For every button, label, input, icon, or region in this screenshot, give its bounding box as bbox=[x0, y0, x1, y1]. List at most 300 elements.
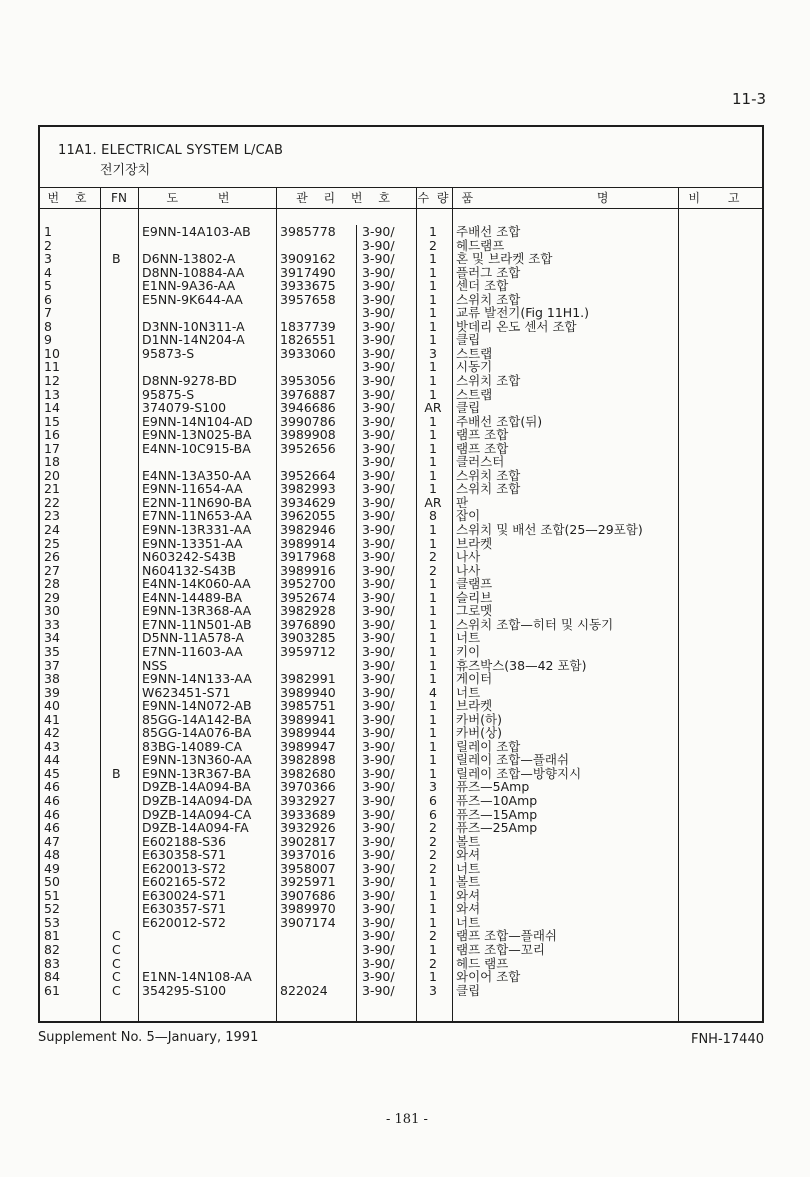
part-name: 스위치 및 배선 조합(25—29포함) bbox=[456, 522, 643, 538]
item-number: 35 bbox=[44, 643, 60, 659]
effective-date: 3-90/ bbox=[362, 481, 395, 497]
item-number: 34 bbox=[44, 630, 60, 646]
effective-date: 3-90/ bbox=[362, 765, 395, 781]
effective-date: 3-90/ bbox=[362, 847, 395, 863]
item-number: 9 bbox=[44, 332, 52, 348]
quantity: 1 bbox=[429, 454, 437, 470]
drawing-number: E630024-S71 bbox=[142, 887, 226, 903]
control-number: 3952656 bbox=[280, 440, 336, 456]
table-row bbox=[40, 902, 762, 916]
quantity: 1 bbox=[429, 427, 437, 443]
item-number: 27 bbox=[44, 562, 60, 578]
control-number: 3989970 bbox=[280, 901, 336, 917]
column-header-remark: 비 고 bbox=[678, 187, 762, 209]
effective-date: 3-90/ bbox=[362, 643, 395, 659]
part-name: 스위치 조합 bbox=[456, 373, 521, 389]
effective-date: 3-90/ bbox=[362, 833, 395, 849]
table-row bbox=[40, 699, 762, 713]
part-name: 시동기 bbox=[456, 359, 493, 375]
quantity: 1 bbox=[429, 522, 437, 538]
quantity: 2 bbox=[429, 847, 437, 863]
control-number: 3957658 bbox=[280, 291, 336, 307]
effective-date: 3-90/ bbox=[362, 359, 395, 375]
item-number: 21 bbox=[44, 481, 60, 497]
table-row bbox=[40, 266, 762, 280]
control-number: 3932927 bbox=[280, 792, 336, 808]
drawing-number: NSS bbox=[142, 657, 168, 673]
table-row bbox=[40, 767, 762, 781]
part-name: 퓨즈—10Amp bbox=[456, 792, 538, 808]
effective-date: 3-90/ bbox=[362, 860, 395, 876]
drawing-number: E7NN-11N653-AA bbox=[142, 508, 252, 524]
drawing-number: D8NN-9278-BD bbox=[142, 373, 237, 389]
effective-date: 3-90/ bbox=[362, 549, 395, 565]
effective-date: 3-90/ bbox=[362, 820, 395, 836]
drawing-number: W623451-S71 bbox=[142, 684, 231, 700]
effective-date: 3-90/ bbox=[362, 779, 395, 795]
control-number: 3989944 bbox=[280, 725, 336, 741]
drawing-number: D9ZB-14A094-DA bbox=[142, 792, 253, 808]
quantity: 1 bbox=[429, 765, 437, 781]
control-number: 3933675 bbox=[280, 278, 336, 294]
item-number: 3 bbox=[44, 251, 52, 267]
part-name: 램프 조합—꼬리 bbox=[456, 941, 545, 957]
control-number: 3989941 bbox=[280, 711, 336, 727]
part-name: 플러그 조합 bbox=[456, 264, 521, 280]
section-subtitle: 전기장치 bbox=[100, 163, 151, 178]
effective-date: 3-90/ bbox=[362, 332, 395, 348]
control-number: 3982946 bbox=[280, 522, 336, 538]
item-number: 22 bbox=[44, 494, 60, 510]
table-row bbox=[40, 808, 762, 822]
drawing-number: E9NN-14N072-AB bbox=[142, 698, 252, 714]
part-name: 교류 발전기(Fig 11H1.) bbox=[456, 305, 589, 321]
effective-date: 3-90/ bbox=[362, 386, 395, 402]
table-row bbox=[40, 239, 762, 253]
parts-list bbox=[40, 225, 762, 997]
item-number: 29 bbox=[44, 589, 60, 605]
part-name: 클립 bbox=[456, 400, 481, 416]
control-number: 3952700 bbox=[280, 576, 336, 592]
effective-date: 3-90/ bbox=[362, 522, 395, 538]
quantity: 1 bbox=[429, 643, 437, 659]
control-number: 3902817 bbox=[280, 833, 336, 849]
item-number: 20 bbox=[44, 467, 60, 483]
quantity: 1 bbox=[429, 386, 437, 402]
column-header-qty: 수 량 bbox=[416, 187, 452, 209]
item-number: 44 bbox=[44, 752, 60, 768]
item-number: 82 bbox=[44, 941, 60, 957]
drawing-number: D9ZB-14A094-CA bbox=[142, 806, 252, 822]
item-number: 17 bbox=[44, 440, 60, 456]
control-number: 3982928 bbox=[280, 603, 336, 619]
item-number: 30 bbox=[44, 603, 60, 619]
quantity: 2 bbox=[429, 237, 437, 253]
table-row bbox=[40, 821, 762, 835]
effective-date: 3-90/ bbox=[362, 806, 395, 822]
item-number: 16 bbox=[44, 427, 60, 443]
effective-date: 3-90/ bbox=[362, 278, 395, 294]
table-row bbox=[40, 604, 762, 618]
item-number: 33 bbox=[44, 616, 60, 632]
control-number: 3959712 bbox=[280, 643, 336, 659]
part-name: 너트 bbox=[456, 630, 481, 646]
effective-date: 3-90/ bbox=[362, 941, 395, 957]
part-name: 그로멧 bbox=[456, 603, 493, 619]
part-name: 혼 및 브라켓 조합 bbox=[456, 251, 553, 267]
table-row bbox=[40, 347, 762, 361]
item-number: 46 bbox=[44, 820, 60, 836]
bottom-page-number: - 181 - bbox=[386, 1112, 428, 1127]
table-row bbox=[40, 672, 762, 686]
part-name: 퓨즈—15Amp bbox=[456, 806, 538, 822]
part-name: 클램프 bbox=[456, 576, 493, 592]
table-row bbox=[40, 442, 762, 456]
part-name: 헤드 램프 bbox=[456, 955, 509, 971]
item-number: 1 bbox=[44, 224, 52, 239]
effective-date: 3-90/ bbox=[362, 576, 395, 592]
drawing-number: E630358-S71 bbox=[142, 847, 226, 863]
drawing-number: E602165-S72 bbox=[142, 874, 226, 890]
table-row bbox=[40, 225, 762, 239]
control-number: 3903285 bbox=[280, 630, 336, 646]
drawing-number: D8NN-10884-AA bbox=[142, 264, 245, 280]
table-row bbox=[40, 686, 762, 700]
quantity: 6 bbox=[429, 792, 437, 808]
part-name: 퓨즈—5Amp bbox=[456, 779, 530, 795]
quantity: 6 bbox=[429, 806, 437, 822]
control-number: 3937016 bbox=[280, 847, 336, 863]
quantity: 1 bbox=[429, 481, 437, 497]
part-name: 슬리브 bbox=[456, 589, 493, 605]
drawing-number: E1NN-9A36-AA bbox=[142, 278, 236, 294]
part-name: 브라켓 bbox=[456, 535, 493, 551]
control-number: 3976890 bbox=[280, 616, 336, 632]
table-row bbox=[40, 618, 762, 632]
item-number: 23 bbox=[44, 508, 60, 524]
effective-date: 3-90/ bbox=[362, 698, 395, 714]
quantity: 1 bbox=[429, 332, 437, 348]
effective-date: 3-90/ bbox=[362, 914, 395, 930]
item-number: 14 bbox=[44, 400, 60, 416]
item-number: 40 bbox=[44, 698, 60, 714]
control-number: 3985778 bbox=[280, 224, 336, 239]
part-name: 주배선 조합 bbox=[456, 224, 521, 239]
column-header-part: 도 번 bbox=[138, 187, 276, 209]
effective-date: 3-90/ bbox=[362, 562, 395, 578]
fn-code: C bbox=[112, 928, 121, 944]
item-number: 6 bbox=[44, 291, 52, 307]
part-name: 너트 bbox=[456, 860, 481, 876]
drawing-number: E9NN-14N133-AA bbox=[142, 671, 252, 687]
item-number: 18 bbox=[44, 454, 60, 470]
table-row bbox=[40, 469, 762, 483]
item-number: 7 bbox=[44, 305, 52, 321]
part-name: 스위치 조합—히터 및 시동기 bbox=[456, 616, 614, 632]
part-name: 와이어 조합 bbox=[456, 969, 521, 985]
control-number: 3982680 bbox=[280, 765, 336, 781]
table-row bbox=[40, 889, 762, 903]
item-number: 45 bbox=[44, 765, 60, 781]
control-number: 1837739 bbox=[280, 318, 336, 334]
part-name: 볼트 bbox=[456, 833, 481, 849]
effective-date: 3-90/ bbox=[362, 345, 395, 361]
drawing-number: E9NN-13N360-AA bbox=[142, 752, 252, 768]
item-number: 51 bbox=[44, 887, 60, 903]
effective-date: 3-90/ bbox=[362, 224, 395, 239]
part-name: 센더 조합 bbox=[456, 278, 509, 294]
effective-date: 3-90/ bbox=[362, 589, 395, 605]
control-number: 3925971 bbox=[280, 874, 336, 890]
quantity: 1 bbox=[429, 467, 437, 483]
table-row bbox=[40, 523, 762, 537]
control-number: 3990786 bbox=[280, 413, 336, 429]
control-number: 3970366 bbox=[280, 779, 336, 795]
item-number: 48 bbox=[44, 847, 60, 863]
control-number: 3989916 bbox=[280, 562, 336, 578]
control-number: 3952664 bbox=[280, 467, 336, 483]
drawing-number: E7NN-11603-AA bbox=[142, 643, 243, 659]
item-number: 46 bbox=[44, 806, 60, 822]
effective-date: 3-90/ bbox=[362, 467, 395, 483]
section-title: 11A1. ELECTRICAL SYSTEM L/CAB bbox=[58, 143, 284, 158]
part-name: 릴레이 조합—방향지시 bbox=[456, 765, 582, 781]
effective-date: 3-90/ bbox=[362, 671, 395, 687]
control-number: 3985751 bbox=[280, 698, 336, 714]
table-row bbox=[40, 726, 762, 740]
control-number: 3909162 bbox=[280, 251, 336, 267]
table-row bbox=[40, 564, 762, 578]
supplement-note: Supplement No. 5—January, 1991 bbox=[38, 1030, 259, 1045]
control-number: 3933689 bbox=[280, 806, 336, 822]
item-number: 2 bbox=[44, 237, 52, 253]
quantity: 1 bbox=[429, 901, 437, 917]
item-number: 28 bbox=[44, 576, 60, 592]
quantity: 1 bbox=[429, 278, 437, 294]
quantity: 1 bbox=[429, 616, 437, 632]
part-name: 와셔 bbox=[456, 887, 481, 903]
drawing-number: E620013-S72 bbox=[142, 860, 226, 876]
fn-code: C bbox=[112, 982, 121, 998]
control-number: 3989908 bbox=[280, 427, 336, 443]
quantity: 1 bbox=[429, 698, 437, 714]
effective-date: 3-90/ bbox=[362, 616, 395, 632]
effective-date: 3-90/ bbox=[362, 440, 395, 456]
quantity: 1 bbox=[429, 711, 437, 727]
table-row bbox=[40, 645, 762, 659]
effective-date: 3-90/ bbox=[362, 901, 395, 917]
item-number: 43 bbox=[44, 738, 60, 754]
column-header-name: 품 명 bbox=[452, 187, 678, 209]
effective-date: 3-90/ bbox=[362, 969, 395, 985]
item-number: 11 bbox=[44, 359, 60, 375]
table-row bbox=[40, 794, 762, 808]
part-name: 릴레이 조합 bbox=[456, 738, 521, 754]
quantity: 1 bbox=[429, 264, 437, 280]
effective-date: 3-90/ bbox=[362, 725, 395, 741]
quantity: 3 bbox=[429, 779, 437, 795]
table-row bbox=[40, 659, 762, 673]
table-row bbox=[40, 333, 762, 347]
drawing-number: N603242-S43B bbox=[142, 549, 236, 565]
effective-date: 3-90/ bbox=[362, 237, 395, 253]
item-number: 15 bbox=[44, 413, 60, 429]
effective-date: 3-90/ bbox=[362, 630, 395, 646]
item-number: 53 bbox=[44, 914, 60, 930]
item-number: 84 bbox=[44, 969, 60, 985]
effective-date: 3-90/ bbox=[362, 318, 395, 334]
quantity: 2 bbox=[429, 928, 437, 944]
drawing-number: E9NN-13R367-BA bbox=[142, 765, 251, 781]
effective-date: 3-90/ bbox=[362, 657, 395, 673]
effective-date: 3-90/ bbox=[362, 603, 395, 619]
part-name: 볼트 bbox=[456, 874, 481, 890]
table-row bbox=[40, 970, 762, 984]
item-number: 49 bbox=[44, 860, 60, 876]
table-row bbox=[40, 862, 762, 876]
quantity: 1 bbox=[429, 887, 437, 903]
part-name: 램프 조합 bbox=[456, 440, 509, 456]
item-number: 41 bbox=[44, 711, 60, 727]
table-row bbox=[40, 929, 762, 943]
part-name: 키이 bbox=[456, 643, 481, 659]
column-header-fn: FN bbox=[100, 187, 138, 209]
item-number: 81 bbox=[44, 928, 60, 944]
quantity: 1 bbox=[429, 738, 437, 754]
control-number: 3946686 bbox=[280, 400, 336, 416]
drawing-number: D1NN-14N204-A bbox=[142, 332, 245, 348]
effective-date: 3-90/ bbox=[362, 535, 395, 551]
table-row bbox=[40, 401, 762, 415]
part-name: 스트랩 bbox=[456, 345, 493, 361]
quantity: AR bbox=[424, 400, 442, 416]
effective-date: 3-90/ bbox=[362, 264, 395, 280]
part-name: 클립 bbox=[456, 332, 481, 348]
quantity: 2 bbox=[429, 562, 437, 578]
quantity: 1 bbox=[429, 874, 437, 890]
table-row bbox=[40, 293, 762, 307]
drawing-number: E9NN-14N104-AD bbox=[142, 413, 253, 429]
part-name: 너트 bbox=[456, 914, 481, 930]
table-row bbox=[40, 957, 762, 971]
item-number: 5 bbox=[44, 278, 52, 294]
control-number: 3952674 bbox=[280, 589, 336, 605]
quantity: 2 bbox=[429, 860, 437, 876]
drawing-number: D9ZB-14A094-FA bbox=[142, 820, 249, 836]
control-number: 3933060 bbox=[280, 345, 336, 361]
table-row bbox=[40, 252, 762, 266]
item-number: 61 bbox=[44, 982, 60, 998]
drawing-number: 354295-S100 bbox=[142, 982, 227, 998]
table-row bbox=[40, 306, 762, 320]
control-number: 3934629 bbox=[280, 494, 336, 510]
table-row bbox=[40, 875, 762, 889]
quantity: 2 bbox=[429, 820, 437, 836]
control-number: 3917490 bbox=[280, 264, 336, 280]
drawing-number: 85GG-14A076-BA bbox=[142, 725, 252, 741]
quantity: 1 bbox=[429, 251, 437, 267]
drawing-number: E7NN-11N501-AB bbox=[142, 616, 252, 632]
drawing-number: E4NN-14K060-AA bbox=[142, 576, 251, 592]
quantity: 1 bbox=[429, 224, 437, 239]
drawing-number: 85GG-14A142-BA bbox=[142, 711, 252, 727]
item-number: 83 bbox=[44, 955, 60, 971]
part-name: 스위치 조합 bbox=[456, 291, 521, 307]
table-row bbox=[40, 509, 762, 523]
column-header-control-no: 관 리 번 호 bbox=[276, 187, 416, 209]
part-name: 클립 bbox=[456, 982, 481, 998]
table-row bbox=[40, 415, 762, 429]
part-name: 카버(하) bbox=[456, 711, 502, 727]
drawing-number: 95873-S bbox=[142, 345, 195, 361]
table-row bbox=[40, 428, 762, 442]
item-number: 52 bbox=[44, 901, 60, 917]
table-row bbox=[40, 496, 762, 510]
quantity: 2 bbox=[429, 549, 437, 565]
quantity: 4 bbox=[429, 684, 437, 700]
quantity: 1 bbox=[429, 318, 437, 334]
quantity: 2 bbox=[429, 833, 437, 849]
item-number: 50 bbox=[44, 874, 60, 890]
table-row bbox=[40, 943, 762, 957]
quantity: 1 bbox=[429, 535, 437, 551]
part-name: 스위치 조합 bbox=[456, 467, 521, 483]
drawing-number: E620012-S72 bbox=[142, 914, 226, 930]
quantity: 3 bbox=[429, 345, 437, 361]
part-name: 스위치 조합 bbox=[456, 481, 521, 497]
quantity: 1 bbox=[429, 589, 437, 605]
effective-date: 3-90/ bbox=[362, 454, 395, 470]
part-name: 헤드램프 bbox=[456, 237, 505, 253]
effective-date: 3-90/ bbox=[362, 752, 395, 768]
quantity: 8 bbox=[429, 508, 437, 524]
table-row bbox=[40, 320, 762, 334]
effective-date: 3-90/ bbox=[362, 400, 395, 416]
part-name: 와셔 bbox=[456, 901, 481, 917]
control-number: 3982991 bbox=[280, 671, 336, 687]
effective-date: 3-90/ bbox=[362, 928, 395, 944]
quantity: AR bbox=[424, 494, 442, 510]
item-number: 25 bbox=[44, 535, 60, 551]
control-number: 3989914 bbox=[280, 535, 336, 551]
part-name: 밧데리 온도 센서 조합 bbox=[456, 318, 577, 334]
item-number: 42 bbox=[44, 725, 60, 741]
section-header bbox=[40, 127, 762, 188]
control-number: 3962055 bbox=[280, 508, 336, 524]
item-number: 47 bbox=[44, 833, 60, 849]
part-name: 퓨즈—25Amp bbox=[456, 820, 538, 836]
drawing-number: 95875-S bbox=[142, 386, 195, 402]
control-number: 3907686 bbox=[280, 887, 336, 903]
drawing-number: E9NN-11654-AA bbox=[142, 481, 243, 497]
fn-code: C bbox=[112, 955, 121, 971]
effective-date: 3-90/ bbox=[362, 887, 395, 903]
control-number: 3989940 bbox=[280, 684, 336, 700]
part-name: 브라켓 bbox=[456, 698, 493, 714]
part-name: 램프 조합 bbox=[456, 427, 509, 443]
quantity: 1 bbox=[429, 305, 437, 321]
effective-date: 3-90/ bbox=[362, 251, 395, 267]
drawing-number: D6NN-13802-A bbox=[142, 251, 236, 267]
effective-date: 3-90/ bbox=[362, 413, 395, 429]
control-number: 3958007 bbox=[280, 860, 336, 876]
quantity: 1 bbox=[429, 725, 437, 741]
effective-date: 3-90/ bbox=[362, 792, 395, 808]
table-row bbox=[40, 360, 762, 374]
drawing-number: E9NN-13N025-BA bbox=[142, 427, 252, 443]
control-number: 3982898 bbox=[280, 752, 336, 768]
part-name: 릴레이 조합—플래쉬 bbox=[456, 752, 570, 768]
